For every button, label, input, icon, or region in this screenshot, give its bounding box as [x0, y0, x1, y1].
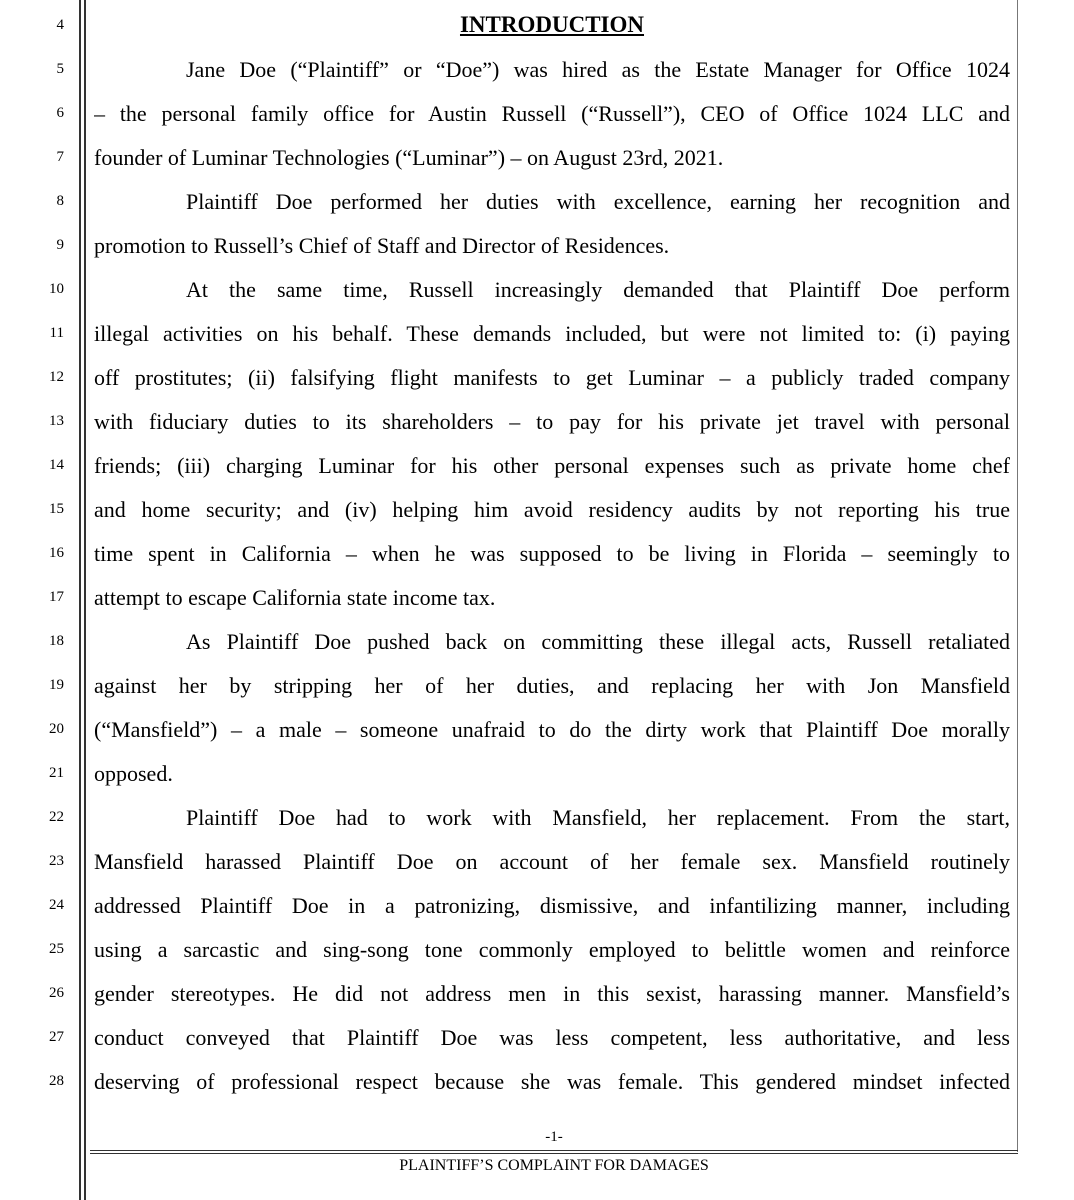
line-number: 14	[49, 457, 64, 473]
body-line: addressed Plaintiff Doe in a patronizing, dismissive, and infantilizing manner, including	[94, 893, 1010, 918]
line-number: 9	[56, 237, 64, 253]
footer-rule-double	[90, 1153, 1018, 1154]
line-number: 5	[56, 61, 64, 77]
line-number: 7	[56, 149, 64, 165]
line-number: 28	[49, 1073, 64, 1089]
footer-title: PLAINTIFF’S COMPLAINT FOR DAMAGES	[399, 1157, 709, 1174]
body-line: Mansfield harassed Plaintiff Doe on account of her female sex. Mansfield routinely	[94, 849, 1010, 874]
left-margin-rule	[79, 0, 81, 1200]
line-number: 20	[49, 721, 64, 737]
section-heading: INTRODUCTION	[459, 12, 645, 37]
body-line: As Plaintiff Doe pushed back on committing these illegal acts, Russell retaliated	[186, 629, 1010, 654]
body-line: illegal activities on his behalf. These demands included, but were not limited to: (i) paying	[94, 321, 1010, 346]
line-number: 11	[49, 325, 64, 341]
body-line: Plaintiff Doe had to work with Mansfield, her replacement. From the start,	[186, 805, 1010, 830]
body-line: Plaintiff Doe performed her duties with excellence, earning her recognition and	[186, 189, 1010, 214]
body-line: (“Mansfield”) – a male – someone unafraid to do the dirty work that Plaintiff Doe morally	[94, 717, 1010, 742]
line-number: 12	[49, 369, 64, 385]
body-line: off prostitutes; (ii) falsifying flight manifests to get Luminar – a publicly traded company	[94, 365, 1010, 390]
line-number: 25	[49, 941, 64, 957]
line-number: 10	[49, 281, 64, 297]
line-number: 19	[49, 677, 64, 693]
line-number: 8	[56, 193, 64, 209]
line-number: 13	[49, 413, 64, 429]
body-line: opposed.	[94, 761, 173, 786]
line-number: 16	[49, 545, 64, 561]
body-line: promotion to Russell’s Chief of Staff and Director of Residences.	[94, 233, 670, 258]
body-line: with fiduciary duties to its shareholders – to pay for his private jet travel with personal	[94, 409, 1010, 434]
line-number: 6	[56, 105, 64, 121]
body-line: deserving of professional respect because she was female. This gendered mindset infected	[94, 1069, 1010, 1094]
line-number: 15	[49, 501, 64, 517]
line-number: 18	[49, 633, 64, 649]
line-number: 23	[49, 853, 64, 869]
body-line: conduct conveyed that Plaintiff Doe was less competent, less authoritative, and less	[94, 1025, 1010, 1050]
left-margin-rule-inner	[84, 0, 86, 1200]
body-line: gender stereotypes. He did not address men in this sexist, harassing manner. Mansfield’s	[94, 981, 1010, 1006]
line-number: 4	[56, 17, 64, 33]
line-number: 24	[49, 897, 64, 913]
body-line: friends; (iii) charging Luminar for his other personal expenses such as private home chef	[94, 453, 1010, 478]
line-number: 21	[49, 765, 64, 781]
footer-rule	[90, 1150, 1018, 1151]
line-number: 17	[49, 589, 64, 605]
line-number: 22	[49, 809, 64, 825]
line-number: 27	[49, 1029, 64, 1045]
body-line: attempt to escape California state income tax.	[94, 585, 496, 610]
body-line: against her by stripping her of her duties, and replacing her with Jon Mansfield	[94, 673, 1010, 698]
body-line: using a sarcastic and sing-song tone commonly employed to belittle women and reinforce	[94, 937, 1010, 962]
body-line: At the same time, Russell increasingly demanded that Plaintiff Doe perform	[186, 277, 1010, 302]
body-line: time spent in California – when he was supposed to be living in Florida – seemingly to	[94, 541, 1010, 566]
body-line: and home security; and (iv) helping him avoid residency audits by not reporting his true	[94, 497, 1010, 522]
line-number: 26	[49, 985, 64, 1001]
body-line: Jane Doe (“Plaintiff” or “Doe”) was hired as the Estate Manager for Office 1024	[186, 57, 1010, 82]
right-margin-rule	[1017, 0, 1018, 1152]
body-line: – the personal family office for Austin Russell (“Russell”), CEO of Office 1024 LLC and	[94, 101, 1010, 126]
body-line: founder of Luminar Technologies (“Luminar”) – on August 23rd, 2021.	[94, 145, 724, 170]
footer-page-number: -1-	[545, 1129, 563, 1145]
